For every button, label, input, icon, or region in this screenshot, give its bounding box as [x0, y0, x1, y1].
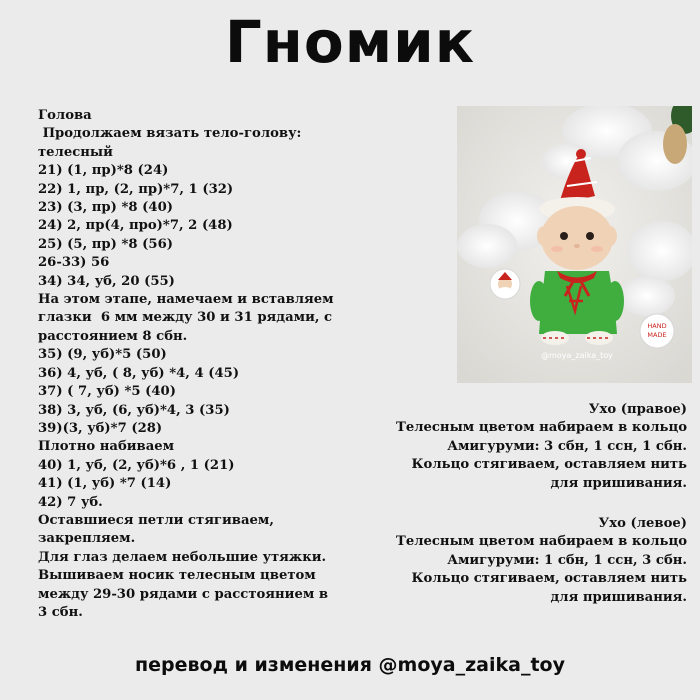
text-line: 42) 7 уб.	[38, 494, 103, 510]
tag-line2: MADE	[647, 331, 667, 339]
handmade-tag	[640, 314, 674, 348]
text-line: На этом этапе, намечаем и вставляем	[38, 292, 334, 308]
gnome-photo	[457, 106, 692, 383]
text-line: Телесным цветом набираем в кольцо	[396, 420, 687, 436]
text-line: телесный	[38, 144, 113, 160]
text-line: закрепляем.	[38, 531, 136, 547]
tag-line1: HAND	[647, 322, 667, 330]
text-line: Амигуруми: 3 сбн, 1 ссн, 1 сбн.	[447, 438, 687, 454]
text-line: 39)(3, уб)*7 (28)	[38, 420, 163, 436]
text-line: Вышиваем носик телесным цветом	[38, 568, 316, 584]
text-line: Амигуруми: 1 сбн, 1 ссн, 3 сбн.	[447, 552, 687, 568]
text-line: Ухо (правое)	[588, 402, 687, 417]
text-line: Кольцо стягиваем, оставляем нить	[411, 571, 687, 587]
text-line: глазки 6 мм между 30 и 31 рядами, с	[38, 310, 333, 326]
text-line: Продолжаем вязать тело-голову:	[38, 126, 302, 142]
text-line: для пришивания.	[550, 475, 687, 491]
text-line: для пришивания.	[550, 589, 687, 605]
page-title: Гномик	[224, 8, 476, 76]
text-line: Телесным цветом набираем в кольцо	[396, 534, 687, 550]
text-line: 37) ( 7, уб) *5 (40)	[38, 384, 176, 400]
photo-watermark: @moya_zaika_toy	[541, 351, 613, 360]
text-line: 3 сбн.	[38, 604, 83, 620]
text-line: 22) 1, пр, (2, пр)*7, 1 (32)	[38, 181, 234, 197]
text-line: между 29-30 рядами с расстоянием в	[38, 586, 329, 602]
text-line: Плотно набиваем	[38, 439, 175, 455]
text-line: расстоянием 8 сбн.	[38, 328, 188, 344]
text-line: Оставшиеся петли стягиваем,	[38, 512, 274, 528]
text-line: Для глаз делаем небольшие утяжки.	[38, 549, 327, 565]
text-line: 23) (3, пр) *8 (40)	[38, 200, 173, 216]
text-line: Ухо (левое)	[598, 516, 687, 531]
text-line: 24) 2, пр(4, про)*7, 2 (48)	[38, 218, 233, 234]
instructions-head	[38, 107, 398, 622]
text-line: 34) 34, уб, 20 (55)	[38, 273, 175, 289]
gnome-body	[530, 271, 624, 345]
gnome-illustration	[457, 106, 692, 383]
ear-left-section	[357, 515, 687, 607]
text-line: 35) (9, уб)*5 (50)	[38, 347, 167, 363]
text-line: 40) 1, уб, (2, уб)*6 , 1 (21)	[38, 457, 235, 473]
footer-credit: перевод и изменения @moya_zaika_toy	[135, 654, 565, 676]
text-line: 36) 4, уб, ( 8, уб) *4, 4 (45)	[38, 365, 240, 381]
text-line: 41) (1, уб) *7 (14)	[38, 476, 172, 492]
santa-badge-icon	[490, 269, 520, 299]
text-line: 25) (5, пр) *8 (56)	[38, 236, 173, 252]
text-line: Голова	[38, 108, 92, 123]
ear-right-section	[357, 401, 687, 493]
text-line: 38) 3, уб, (6, уб)*4, 3 (35)	[38, 402, 230, 418]
text-line: 26-33) 56	[38, 255, 110, 271]
text-line: 21) (1, пр)*8 (24)	[38, 163, 169, 179]
text-line: Кольцо стягиваем, оставляем нить	[411, 457, 687, 473]
